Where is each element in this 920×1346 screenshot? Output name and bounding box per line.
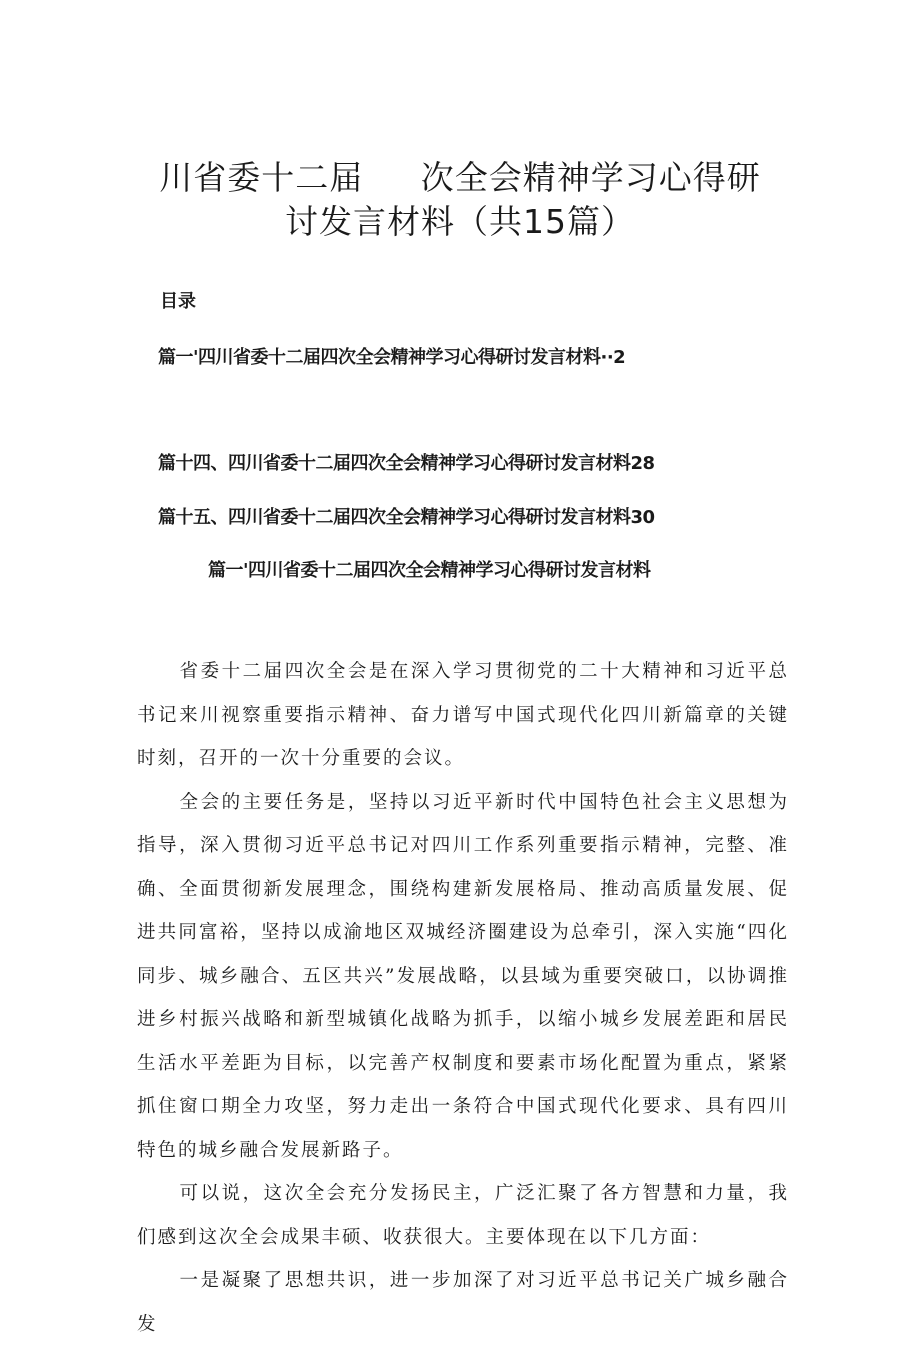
- paragraph: 省委十二届四次全会是在深入学习贯彻党的二十大精神和习近平总书记来川视察重要指示精神、奋力谱写中国式现代化四川新篇章的关键时刻，召开的一次十分重要的会议。: [137, 661, 789, 769]
- paragraph: 可以说，这次全会充分发扬民主，广泛汇聚了各方智慧和力量，我们感到这次全会成果丰硕、收获很大。主要体现在以下几方面：: [137, 1183, 789, 1248]
- toc-item[interactable]: 篇十五、四川省委十二届四次全会精神学习心得研讨发言材料30: [158, 507, 655, 528]
- paragraph: 全会的主要任务是，坚持以习近平新时代中国特色社会主义思想为指导，深入贯彻习近平总书记对四川工作系列重要指示精神，完整、准确、全面贯彻新发展理念，围绕构建新发展格局、推动高质量发展、促进共同富裕，坚持以成渝地区双城经济圈建设为总牵引，深入实施“四化同步、城乡融合、五区共兴”发展战略，以县域为重要突破口，以协调推进乡村振兴战略和新型城镇化战略为抓手，以缩小城乡发展差距和居民生活水平差距为目标，以完善产权制度和要素市场化配置为重点，紧紧抓住窗口期全力攻坚，努力走出一条符合中国式现代化要求、具有四川特色的城乡融合发展新路子。: [137, 791, 789, 1161]
- document-title-line-1: 川省委十二届 次全会精神学习心得研: [159, 158, 761, 197]
- toc-item[interactable]: 篇十四、四川省委十二届四次全会精神学习心得研讨发言材料28: [158, 453, 655, 474]
- toc-heading: 目录: [160, 291, 196, 312]
- paragraph: 一是凝聚了思想共识，进一步加深了对习近平总书记关广城乡融合发: [137, 1270, 789, 1335]
- section-heading: 篇一'四川省委十二届四次全会精神学习心得研讨发言材料: [208, 560, 651, 581]
- body-text: [137, 650, 789, 1346]
- document-title-line-2: 讨发言材料（共15篇）: [285, 202, 635, 241]
- toc-item[interactable]: 篇一'四川省委十二届四次全会精神学习心得研讨发言材料··2: [158, 347, 626, 368]
